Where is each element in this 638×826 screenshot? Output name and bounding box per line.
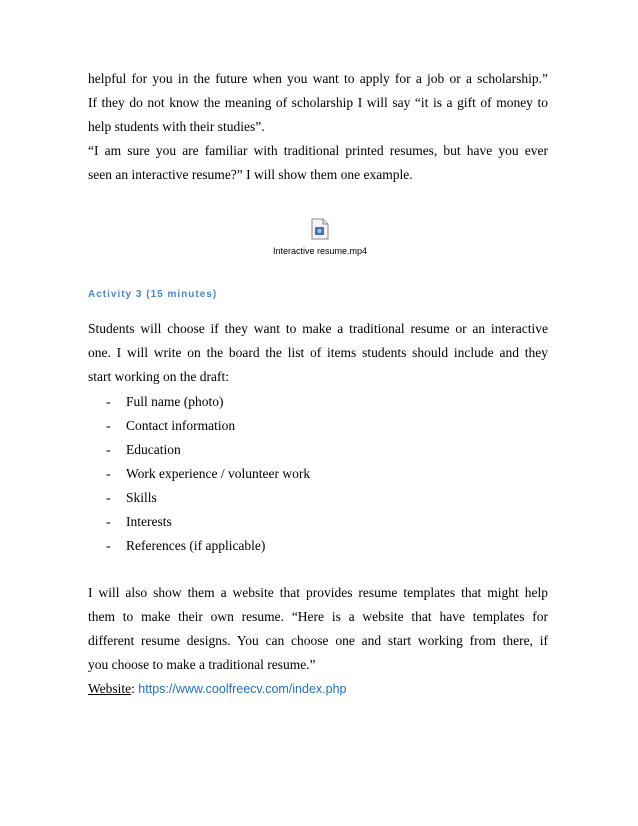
list-item — [106, 534, 310, 558]
attachment-filename: Interactive resume.mp4 — [272, 246, 368, 256]
video-attachment[interactable] — [260, 218, 380, 256]
intro-paragraph — [88, 67, 548, 187]
video-file-icon — [311, 218, 329, 240]
list-item — [106, 462, 310, 486]
list-bullet: - — [106, 538, 111, 553]
text-line: helpful for you in the future when you want to apply for a job or a scholarship.” — [88, 71, 548, 86]
list-item-text: Full name (photo) — [126, 394, 224, 409]
website-line — [88, 677, 347, 701]
text-line: you choose to make a traditional resume.” — [88, 657, 316, 672]
list-item-text: Contact information — [126, 418, 236, 433]
text-line: Students will choose if they want to make a traditional resume or an interactive — [88, 321, 548, 336]
list-item-text: References (if applicable) — [126, 538, 266, 553]
list-bullet: - — [106, 394, 111, 409]
list-item-text: Skills — [126, 490, 157, 505]
list-item-text: Education — [126, 442, 181, 457]
text-line: If they do not know the meaning of scholarship I will say “it is a gift of money to — [88, 95, 548, 110]
list-item — [106, 390, 310, 414]
list-item-text: Interests — [126, 514, 172, 529]
website-link[interactable]: https://www.coolfreecv.com/index.php — [138, 682, 347, 696]
website-label: Website — [88, 681, 132, 696]
activity-heading: Activity 3 (15 minutes) — [88, 289, 218, 300]
list-item-text: Work experience / volunteer work — [126, 466, 311, 481]
list-bullet: - — [106, 418, 111, 433]
list-item — [106, 486, 310, 510]
activity-paragraph — [88, 317, 548, 389]
list-bullet: - — [106, 514, 111, 529]
list-item — [106, 414, 310, 438]
list-item — [106, 510, 310, 534]
text-line: seen an interactive resume?” I will show them one example. — [88, 167, 413, 182]
website-separator: : — [131, 681, 135, 696]
website-paragraph — [88, 581, 548, 677]
text-line: “I am sure you are familiar with traditional printed resumes, but have you ever — [88, 143, 548, 158]
list-bullet: - — [106, 466, 111, 481]
text-line: I will also show them a website that provides resume templates that might help — [88, 585, 548, 600]
list-bullet: - — [106, 442, 111, 457]
text-line: help students with their studies”. — [88, 119, 265, 134]
text-line: different resume designs. You can choose one and start working from there, if — [88, 633, 548, 648]
list-item — [106, 438, 310, 462]
list-bullet: - — [106, 490, 111, 505]
text-line: them to make their own resume. “Here is a website that have templates for — [88, 609, 548, 624]
text-line: start working on the draft: — [88, 369, 229, 384]
resume-items-list — [106, 390, 310, 558]
text-line: one. I will write on the board the list of items students should include and they — [88, 345, 548, 360]
